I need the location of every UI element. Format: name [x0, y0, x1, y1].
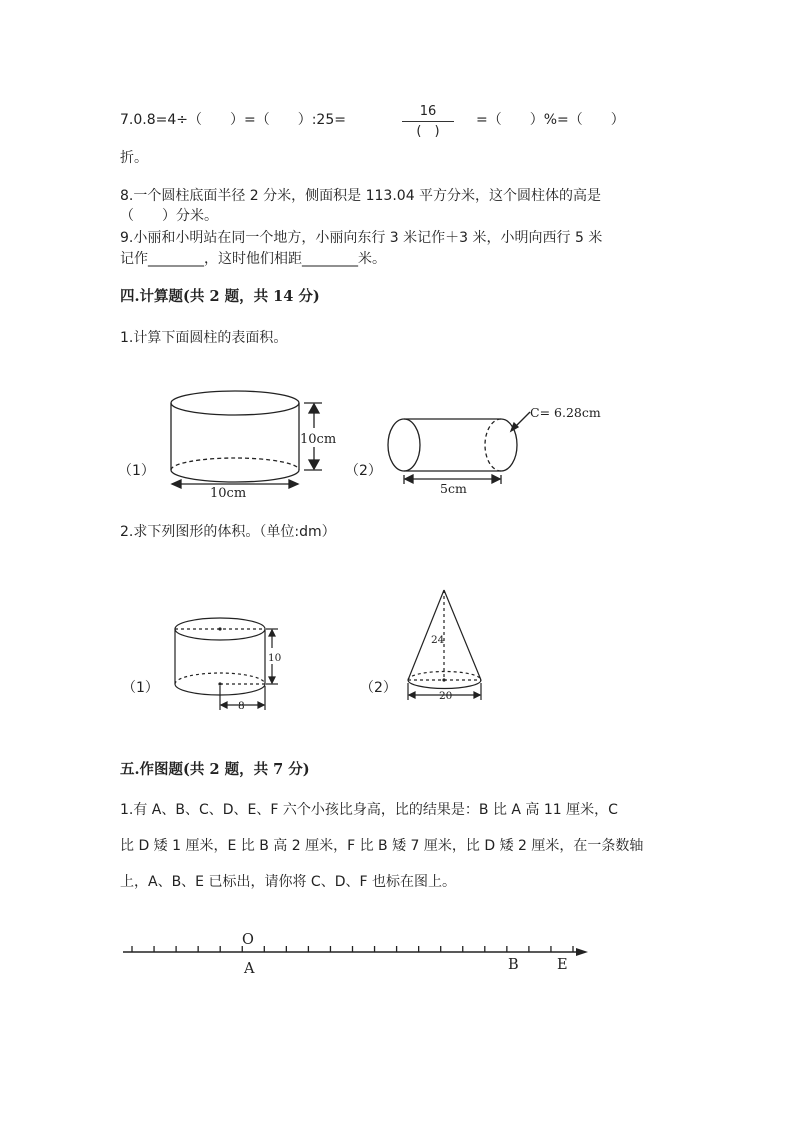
- cone-figure: [408, 590, 481, 700]
- q9-line1: 9.小丽和小明站在同一个地方，小丽向东行 3 米记作＋3 米，小明向西行 5 米: [120, 230, 603, 246]
- section5-q1-line1: 1.有 A、B、C、D、E、F 六个小孩比身高，比的结果是：B 比 A 高 11 厘米，C: [120, 802, 618, 818]
- q7-text-part1: 7.0.8=4÷（ ）=（ ）:25=: [120, 112, 346, 128]
- fig2-label-1: （1）: [122, 680, 159, 696]
- number-line-arrowhead: [576, 948, 588, 956]
- number-line-b-label: B: [508, 957, 519, 973]
- fig1-diameter-label: 10cm: [210, 486, 247, 501]
- q7-text-part2: =（ ）%=（ ）: [476, 112, 625, 128]
- section5-heading: 五.作图题(共 2 题，共 7 分): [120, 761, 310, 778]
- fig1-height-label: 10cm: [300, 432, 337, 447]
- fig2-height-label: 10: [268, 652, 282, 664]
- fig1-length-label: 5cm: [440, 481, 467, 496]
- cone-base-center: [442, 678, 445, 681]
- cylinder-bottom-center: [218, 682, 221, 685]
- fig1-label-1: （1）: [118, 463, 155, 479]
- cylinder-figure-2: [388, 412, 530, 484]
- number-line: [123, 946, 588, 956]
- number-line-a-label: A: [244, 961, 255, 977]
- fig1-circumference-label: C= 6.28cm: [530, 405, 601, 420]
- q7-fraction-denominator: ( ): [416, 124, 440, 139]
- fig2-cone-diameter-label: 20: [439, 690, 453, 702]
- fig2-label-2: （2）: [360, 680, 397, 696]
- fig2-cone-height-label: 24: [431, 634, 445, 646]
- section5-q1-line2: 比 D 矮 1 厘米，E 比 B 高 2 厘米，F 比 B 矮 7 厘米，比 D 矮 2 厘米，在一条数轴: [120, 838, 644, 854]
- number-line-origin-label: O: [242, 932, 254, 948]
- q7-fraction-numerator: 16: [419, 104, 437, 119]
- q8-line2: （ ）分米。: [120, 208, 218, 224]
- section5-q1-line3: 上，A、B、E 已标出，请你将 C、D、F 也标在图上。: [120, 874, 456, 890]
- number-line-ticks: [132, 946, 573, 952]
- section4-q2-text: 2.求下列图形的体积。（单位:dm）: [120, 524, 336, 540]
- section4-q1-text: 1.计算下面圆柱的表面积。: [120, 330, 288, 346]
- q9-line2: 记作________，这时他们相距________米。: [120, 251, 386, 267]
- fig2-radius-label: 8: [238, 700, 245, 712]
- cylinder-top-center: [218, 627, 221, 630]
- number-line-e-label: E: [557, 957, 568, 973]
- section4-heading: 四.计算题(共 2 题，共 14 分): [120, 288, 320, 305]
- cylinder-figure-3: [175, 618, 278, 710]
- q7-continuation: 折。: [120, 150, 148, 166]
- q8-line1: 8.一个圆柱底面半径 2 分米，侧面积是 113.04 平方分米，这个圆柱体的高是: [120, 188, 602, 204]
- fig1-label-2: （2）: [345, 463, 382, 479]
